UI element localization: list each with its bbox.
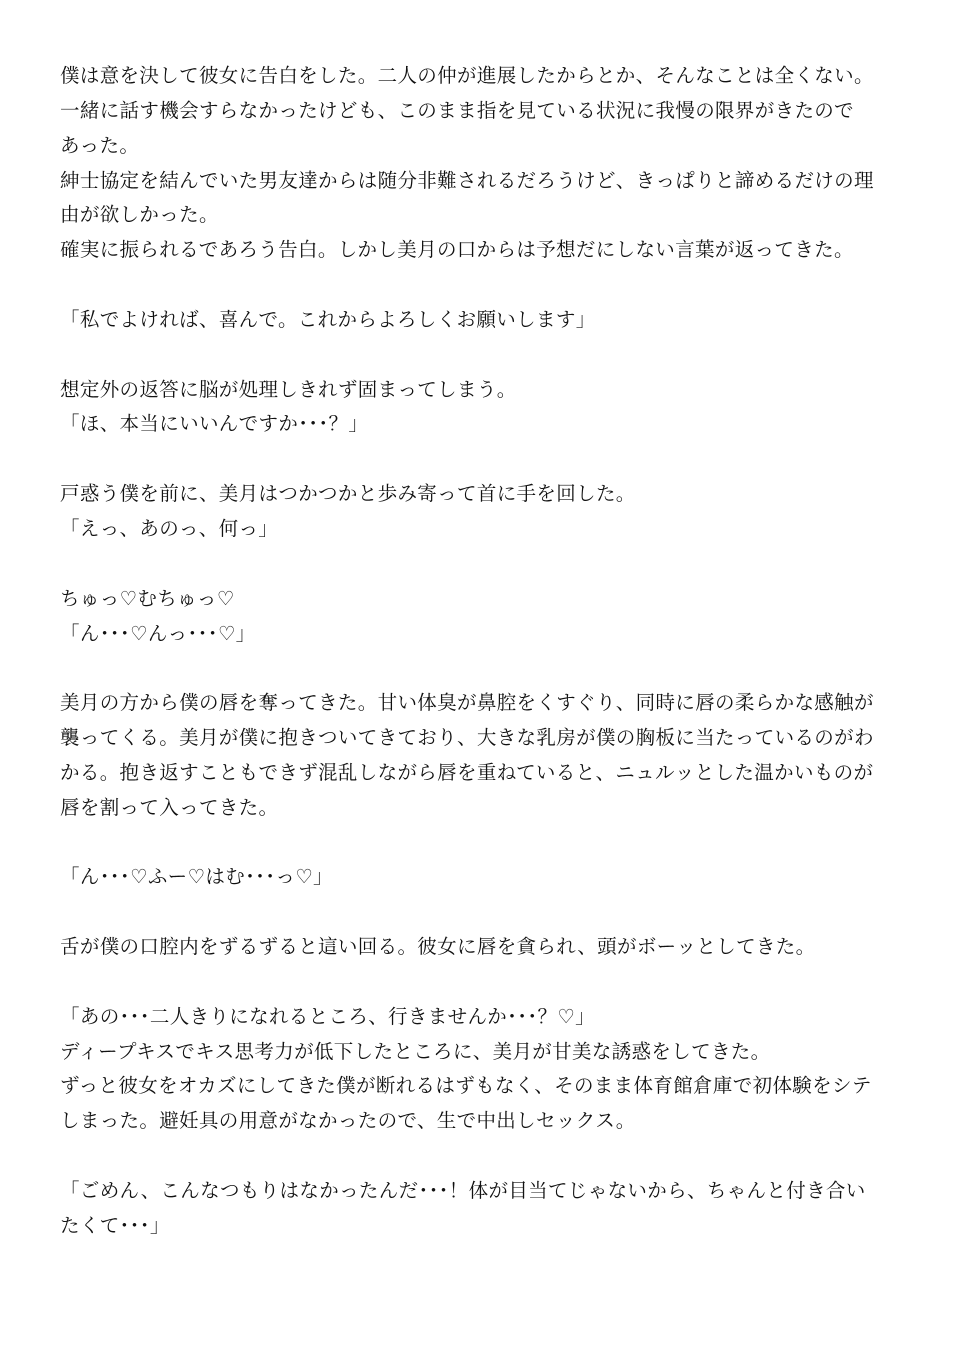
dialogue-line: 「えっ、あのっ、何っ」 [60,516,279,540]
blank-line [60,826,910,861]
text-line: かる。抱き返すこともできず混乱しながら唇を重ねていると、ニュルッとした温かいものが [60,760,874,784]
text-line: あった。 [60,133,140,157]
text-line: 戸惑う僕を前に、美月はつかつかと歩み寄って首に手を回した。 [60,482,636,506]
text-line: 一緒に話す機会すらなかったけども、このまま指を見ている状況に我慢の限界がきたので [60,98,855,122]
blank-line [60,442,910,477]
blank-line [60,268,910,303]
text-line: しまった。避妊具の用意がなかったので、生で中出しセックス。 [60,1109,636,1133]
story-text-body [60,59,910,1244]
text-line: 襲ってくる。美月が僕に抱きついてきており、大きな乳房が僕の胸板に当たっているのがわ [60,726,874,750]
text-line: 由が欲しかった。 [60,203,219,227]
blank-line [60,651,910,686]
text-line: 僕は意を決して彼女に告白をした。二人の仲が進展したからとか、そんなことは全くない。 [60,64,874,87]
blank-line [60,547,910,582]
text-line: 紳士協定を結んでいた男友達からは随分非難されるだろうけど、きっぱりと諦めるだけの理 [60,168,874,192]
text-line: 美月の方から僕の唇を奪ってきた。甘い体臭が鼻腔をくすぐり、同時に唇の柔らかな感触が [60,691,874,715]
text-line: 舌が僕の口腔内をずるずると這い回る。彼女に唇を貪られ、頭がボーッとしてきた。 [60,935,816,959]
blank-line [60,338,910,373]
blank-line [60,965,910,1000]
text-line: 確実に振られるであろう告白。しかし美月の口からは予想だにしない言葉が返ってきた。 [60,238,854,262]
text-line: 想定外の返答に脳が処理しきれず固まってしまう。 [60,377,517,401]
text-line: ディープキスでキス思考力が低下したところに、美月が甘美な誘惑をしてきた。 [60,1039,771,1063]
text-line: ずっと彼女をオカズにしてきた僕が断れるはずもなく、そのまま体育館倉庫で初体験をシテ [60,1074,872,1098]
blank-line [60,1139,910,1174]
dialogue-line: 「ごめん、こんなつもりはなかったんだ･･･！体が目当てじゃないから、ちゃんと付き合い [60,1179,866,1202]
dialogue-line: たくて･･･」 [60,1213,170,1237]
dialogue-line: 「あの･･･二人きりになれるところ、行きませんか･･･？♡」 [60,1004,595,1028]
dialogue-line: 「ん･･･♡んっ･･･♡」 [60,621,256,645]
blank-line [60,895,910,930]
dialogue-line: 「ほ、本当にいいんですか･･･？」 [60,412,369,436]
dialogue-line: 「ん･･･♡ふー♡はむ･･･っ♡」 [60,865,333,889]
dialogue-line: 「私でよければ、喜んで。これからよろしくお願いします」 [60,307,596,331]
text-line: ちゅっ♡むちゅっ♡ [60,586,235,610]
text-line: 唇を割って入ってきた。 [60,795,279,819]
